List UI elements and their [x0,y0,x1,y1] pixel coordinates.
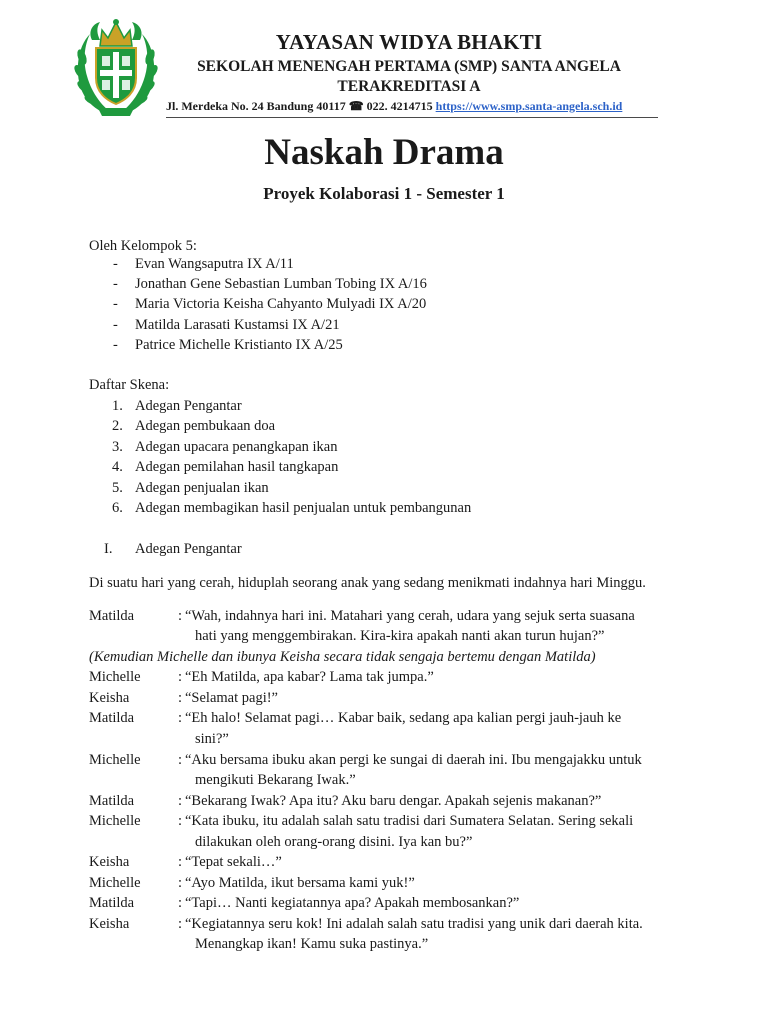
list-item: Adegan pembukaan doa [135,418,276,434]
dialogue-line: “Wah, indahnya hari ini. Matahari yang cerah, udara yang sejuk serta suasana [185,608,635,624]
dialogue-line: “Tapi… Nanti kegiatannya apa? Apakah membosankan?” [185,895,520,911]
list-item: Patrice Michelle Kristianto IX A/25 [135,337,343,353]
speaker-name: Matilda [89,710,135,726]
speaker-colon: : [178,813,183,829]
dialogue-line: sini?” [195,731,229,747]
dialogue-line: “Eh halo! Selamat pagi… Kabar baik, sedang apa kalian pergi jauh-jauh ke [185,710,622,726]
document-subtitle: Proyek Kolaborasi 1 - Semester 1 [263,184,505,203]
document-title: Naskah Drama [264,132,504,173]
foundation-name: YAYASAN WIDYA BHAKTI [275,30,543,54]
list-item: Adegan upacara penangkapan ikan [135,439,338,455]
group-heading: Oleh Kelompok 5: [89,238,197,254]
speaker-name: Michelle [89,752,141,768]
list-number: 3. [112,439,123,455]
speaker-name: Michelle [89,813,141,829]
stage-direction: (Kemudian Michelle dan ibunya Keisha secara tidak sengaja bertemu dengan Matilda) [89,649,596,665]
dialogue-line: “Selamat pagi!” [185,690,278,706]
speaker-name: Matilda [89,793,135,809]
dialogue-line: “Bekarang Iwak? Apa itu? Aku baru dengar. Apakah sejenis makanan?” [185,793,602,809]
address-text: Jl. Merdeka No. 24 Bandung 40117 ☎ 022. 4214715 [166,99,436,113]
speaker-colon: : [178,690,183,706]
speaker-name: Michelle [89,669,141,685]
speaker-colon: : [178,916,183,932]
list-item: Evan Wangsaputra IX A/11 [135,256,294,272]
speaker-name: Keisha [89,854,130,870]
list-item: Adegan membagikan hasil penjualan untuk pembangunan [135,500,472,516]
school-crest-logo [70,12,162,122]
letterhead-text [160,30,658,97]
speaker-colon: : [178,710,183,726]
list-item: Adegan Pengantar [135,398,242,414]
list-item: Maria Victoria Keisha Cahyanto Mulyadi IX A/20 [135,296,427,312]
scene-intro: Di suatu hari yang cerah, hiduplah seorang anak yang sedang menikmati indahnya hari Minggu. [89,575,646,591]
dialogue-line: “Aku bersama ibuku akan pergi ke sungai di daerah ini. Ibu mengajakku untuk [185,752,642,768]
scene-list-heading: Daftar Skena: [89,377,170,393]
speaker-colon: : [178,895,183,911]
list-bullet: - [113,337,118,353]
speaker-colon: : [178,752,183,768]
list-item: Adegan pemilahan hasil tangkapan [135,459,339,475]
speaker-colon: : [178,669,183,685]
dialogue-line: “Tepat sekali…” [185,854,282,870]
list-number: 5. [112,480,123,496]
school-name: SEKOLAH MENENGAH PERTAMA (SMP) SANTA ANGELA [197,58,621,75]
section-number: I. [104,541,113,557]
speaker-name: Michelle [89,875,141,891]
section-title: Adegan Pengantar [135,541,242,557]
speaker-colon: : [178,875,183,891]
speaker-name: Matilda [89,608,135,624]
dialogue-line: “Eh Matilda, apa kabar? Lama tak jumpa.” [185,669,434,685]
list-item: Matilda Larasati Kustamsi IX A/21 [135,317,340,333]
dialogue-line: dilakukan oleh orang-orang disini. Iya kan bu?” [195,834,473,850]
list-number: 6. [112,500,123,516]
school-address [166,99,622,114]
dialogue-line: hati yang menggembirakan. Kira-kira apakah nanti akan turun hujan?” [195,628,605,644]
letterhead [0,0,768,125]
list-number: 1. [112,398,123,414]
dialogue-line: Menangkap ikan! Kamu suka pastinya.” [195,936,429,952]
list-item: Adegan penjualan ikan [135,480,269,496]
speaker-name: Keisha [89,916,130,932]
list-bullet: - [113,256,118,272]
speaker-colon: : [178,793,183,809]
dialogue-line: “Kegiatannya seru kok! Ini adalah salah satu tradisi yang unik dari daerah kita. [185,916,643,932]
speaker-colon: : [178,608,183,624]
dialogue-line: “Kata ibuku, itu adalah salah satu tradisi dari Sumatera Selatan. Sering sekali [185,813,634,829]
list-bullet: - [113,317,118,333]
accreditation: TERAKREDITASI A [337,78,481,95]
speaker-name: Matilda [89,895,135,911]
school-website-link[interactable]: https://www.smp.santa-angela.sch.id [435,99,623,113]
dialogue-line: “Ayo Matilda, ikut bersama kami yuk!” [185,875,415,891]
list-item: Jonathan Gene Sebastian Lumban Tobing IX A/16 [135,276,427,292]
dialogue-line: mengikuti Bekarang Iwak.” [195,772,356,788]
list-bullet: - [113,296,118,312]
list-bullet: - [113,276,118,292]
speaker-name: Keisha [89,690,130,706]
speaker-colon: : [178,854,183,870]
list-number: 2. [112,418,123,434]
letterhead-divider [166,117,658,118]
list-number: 4. [112,459,123,475]
